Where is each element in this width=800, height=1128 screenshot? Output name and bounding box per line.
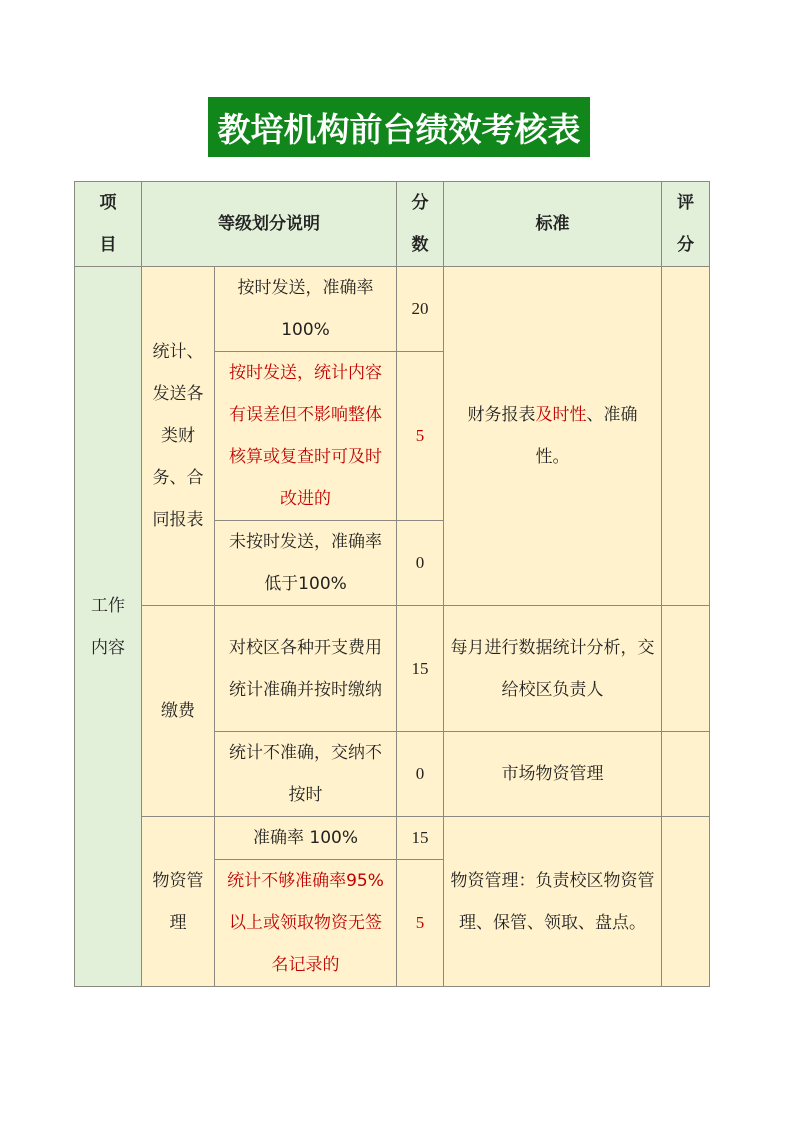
table-row xyxy=(75,606,710,732)
page-title: 教培机构前台绩效考核表 xyxy=(208,97,590,157)
table-row xyxy=(75,817,710,860)
grade-desc: 按时发送，统计内容有误差但不影响整体核算或复查时可及时改进的 xyxy=(215,352,397,521)
group-name: 缴费 xyxy=(142,606,215,817)
assessment-table xyxy=(74,181,710,987)
category-cell: 工作内容 xyxy=(75,267,142,987)
score-value: 0 xyxy=(397,732,444,817)
header-score: 分数 xyxy=(397,182,444,267)
score-value: 20 xyxy=(397,267,444,352)
header-grade: 等级划分说明 xyxy=(142,182,397,267)
standard-text: 财务报表 xyxy=(467,405,536,425)
header-row xyxy=(75,182,710,267)
grade-desc: 统计不够准确率95%以上或领取物资无签名记录的 xyxy=(215,860,397,987)
rating-cell[interactable] xyxy=(662,606,710,732)
standard-highlight: 及时性 xyxy=(535,405,587,425)
table-row xyxy=(75,267,710,352)
score-value: 5 xyxy=(397,352,444,521)
rating-cell[interactable] xyxy=(662,817,710,987)
rating-cell[interactable] xyxy=(662,267,710,606)
score-value: 15 xyxy=(397,606,444,732)
standard-cell: 每月进行数据统计分析，交给校区负责人 xyxy=(444,606,662,732)
grade-desc: 按时发送，准确率100% xyxy=(215,267,397,352)
header-rating: 评分 xyxy=(662,182,710,267)
grade-desc: 对校区各种开支费用统计准确并按时缴纳 xyxy=(215,606,397,732)
score-value: 15 xyxy=(397,817,444,860)
standard-text: 、准确性。 xyxy=(535,405,638,467)
grade-desc: 统计不准确，交纳不按时 xyxy=(215,732,397,817)
group-name: 物资管理 xyxy=(142,817,215,987)
grade-desc: 未按时发送，准确率低于100% xyxy=(215,521,397,606)
score-value: 5 xyxy=(397,860,444,987)
rating-cell[interactable] xyxy=(662,732,710,817)
grade-desc: 准确率 100% xyxy=(215,817,397,860)
standard-cell xyxy=(444,267,662,606)
standard-cell: 市场物资管理 xyxy=(444,732,662,817)
standard-cell: 物资管理：负责校区物资管理、保管、领取、盘点。 xyxy=(444,817,662,987)
group-name: 统计、发送各类财务、合同报表 xyxy=(142,267,215,606)
score-value: 0 xyxy=(397,521,444,606)
header-standard: 标准 xyxy=(444,182,662,267)
header-item: 项目 xyxy=(75,182,142,267)
